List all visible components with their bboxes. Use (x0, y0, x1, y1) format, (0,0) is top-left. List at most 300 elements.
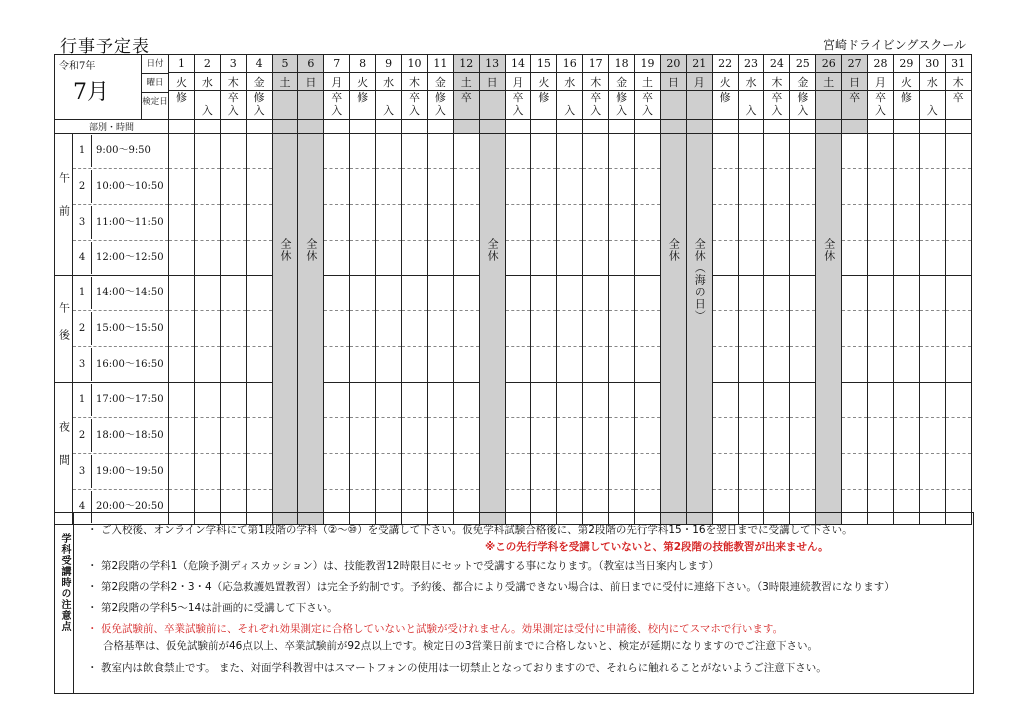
schedule-slot (919, 383, 945, 418)
entrance-mark: 入 (797, 104, 809, 117)
schedule-slot (169, 383, 195, 418)
schedule-slot (402, 383, 428, 418)
header-blank-cell (868, 120, 894, 134)
schedule-slot (453, 241, 479, 276)
exam-cell (816, 91, 842, 120)
schedule-slot (324, 241, 350, 276)
schedule-slot (738, 276, 764, 311)
date-cell: 27 (842, 55, 868, 73)
header-blank-cell (220, 120, 246, 134)
entrance-mark (454, 104, 479, 117)
schedule-slot (531, 383, 557, 418)
schedule-slot (402, 169, 428, 205)
entrance-mark: 入 (641, 104, 653, 117)
schedule-slot (635, 276, 661, 311)
exam-mark: 修 (434, 91, 446, 104)
schedule-slot (893, 311, 919, 347)
entrance-mark (687, 104, 712, 117)
header-blank-cell (919, 120, 945, 134)
schedule-slot (402, 418, 428, 454)
schedule-slot (790, 418, 816, 454)
schedule-slot (531, 241, 557, 276)
entrance-mark (661, 104, 686, 117)
header-blank-cell (531, 120, 557, 134)
schedule-slot (324, 134, 350, 169)
period-number: 2 (73, 419, 92, 452)
schedule-slot (402, 241, 428, 276)
era-year: 令和7年 (59, 61, 96, 72)
period-time: 11:00〜11:50 (96, 217, 164, 228)
period-number: 3 (73, 206, 92, 239)
period-time: 15:00〜15:50 (96, 323, 164, 334)
schedule-slot (194, 311, 220, 347)
schedule-slot (945, 454, 971, 490)
schedule-slot (427, 418, 453, 454)
schedule-slot (557, 205, 583, 241)
schedule-slot (505, 169, 531, 205)
schedule-slot (583, 418, 609, 454)
schedule-slot (557, 347, 583, 383)
schedule-slot (324, 383, 350, 418)
exam-cell (764, 91, 790, 120)
notes-box (54, 512, 974, 694)
exam-mark: 卒 (771, 91, 783, 104)
weekday-cell: 月 (505, 73, 531, 91)
exam-mark (661, 91, 686, 104)
schedule-slot (402, 347, 428, 383)
header-blank-cell (816, 120, 842, 134)
schedule-slot (220, 241, 246, 276)
schedule-slot (712, 134, 738, 169)
date-cell: 6 (298, 55, 324, 73)
exam-cell (660, 91, 686, 120)
schedule-slot (609, 347, 635, 383)
entrance-mark (816, 104, 841, 117)
schedule-slot (531, 418, 557, 454)
schedule-slot (919, 134, 945, 169)
schedule-slot (790, 205, 816, 241)
schedule-slot (453, 311, 479, 347)
schedule-slot (764, 347, 790, 383)
note-bullet: ・ (87, 524, 98, 536)
schedule-slot (790, 241, 816, 276)
date-cell: 4 (246, 55, 272, 73)
closed-label: 全休 (822, 238, 836, 262)
date-cell: 18 (609, 55, 635, 73)
schedule-slot (919, 276, 945, 311)
entrance-mark: 入 (745, 104, 757, 117)
schedule-slot (376, 276, 402, 311)
closed-label: 全休 (486, 238, 500, 262)
header-blank-cell (402, 120, 428, 134)
note-bullet: ・ (87, 662, 98, 674)
schedule-slot (220, 311, 246, 347)
date-cell: 29 (893, 55, 919, 73)
header-blank-cell (686, 120, 712, 134)
exam-cell (272, 91, 298, 120)
schedule-slot (635, 418, 661, 454)
schedule-slot (712, 347, 738, 383)
group-label (55, 134, 73, 276)
schedule-slot (945, 169, 971, 205)
weekday-cell: 土 (453, 73, 479, 91)
schedule-slot (893, 454, 919, 490)
exam-cell (402, 91, 428, 120)
schedule-slot (945, 134, 971, 169)
exam-cell (686, 91, 712, 120)
period-number: 2 (73, 312, 92, 345)
weekday-cell: 火 (350, 73, 376, 91)
schedule-slot (453, 347, 479, 383)
date-cell: 24 (764, 55, 790, 73)
date-cell: 8 (350, 55, 376, 73)
schedule-slot (376, 205, 402, 241)
exam-mark: 卒 (641, 91, 653, 104)
schedule-slot (635, 134, 661, 169)
schedule-slot (712, 205, 738, 241)
schedule-slot (505, 134, 531, 169)
schedule-slot (738, 418, 764, 454)
schedule-slot (246, 205, 272, 241)
exam-mark: 修 (357, 91, 369, 104)
group-label-text: 午前 (57, 171, 71, 238)
entrance-mark (713, 104, 738, 117)
schedule-slot (246, 169, 272, 205)
exam-mark (195, 91, 220, 104)
schedule-slot (402, 205, 428, 241)
schedule-slot (738, 134, 764, 169)
schedule-slot (635, 311, 661, 347)
schedule-slot (427, 241, 453, 276)
schedule-slot (635, 347, 661, 383)
schedule-slot (557, 418, 583, 454)
entrance-mark: 入 (201, 104, 213, 117)
entrance-mark (531, 104, 556, 117)
note-bullet: ・ (87, 602, 98, 614)
entrance-mark: 入 (590, 104, 602, 117)
schedule-slot (842, 383, 868, 418)
header-blank-cell (738, 120, 764, 134)
schedule-slot (350, 205, 376, 241)
weekday-cell: 月 (686, 73, 712, 91)
entrance-mark (842, 104, 867, 117)
schedule-slot (868, 276, 894, 311)
schedule-slot (169, 276, 195, 311)
schedule-slot (868, 383, 894, 418)
closed-day-column (298, 134, 324, 525)
schedule-slot (350, 134, 376, 169)
entrance-mark (273, 104, 298, 117)
schedule-slot (505, 241, 531, 276)
schedule-slot (893, 205, 919, 241)
schedule-slot (169, 311, 195, 347)
weekday-cell: 日 (660, 73, 686, 91)
period-time: 20:00〜20:50 (96, 501, 164, 512)
schedule-slot (324, 205, 350, 241)
schedule-slot (945, 418, 971, 454)
closed-day-column (816, 134, 842, 525)
weekday-cell: 金 (246, 73, 272, 91)
period-time: 10:00〜10:50 (96, 181, 164, 192)
header-blank-cell (324, 120, 350, 134)
period-time: 16:00〜16:50 (96, 359, 164, 370)
period-time: 14:00〜14:50 (96, 287, 164, 298)
period-cell (73, 347, 169, 383)
header-blank-cell (609, 120, 635, 134)
closed-label: 全休 (279, 238, 292, 262)
note-line (87, 600, 338, 615)
schedule-slot (919, 347, 945, 383)
period-number: 2 (73, 170, 92, 203)
schedule-slot (712, 454, 738, 490)
row-label-weekday: 曜日 (142, 74, 168, 93)
schedule-slot (712, 276, 738, 311)
schedule-slot (712, 169, 738, 205)
schedule-slot (764, 241, 790, 276)
weekday-cell: 木 (220, 73, 246, 91)
schedule-slot (350, 418, 376, 454)
period-cell (73, 134, 169, 169)
entrance-mark: 入 (434, 104, 446, 117)
exam-mark: 卒 (590, 91, 602, 104)
schedule-slot (169, 134, 195, 169)
schedule-slot (764, 454, 790, 490)
note-text: ※この先行学科を受講していないと、第2段階の技能教習が出来ません。 (485, 541, 829, 553)
schedule-slot (945, 311, 971, 347)
schedule-slot (893, 169, 919, 205)
schedule-slot (790, 347, 816, 383)
schedule-slot (350, 169, 376, 205)
schedule-slot (453, 134, 479, 169)
note-text: 第2段階の学科1（危険予測ディスカッション）は、技能教習12時限目にセットで受講する事になります。（教室は当日案内します） (101, 560, 719, 572)
schedule-slot (790, 454, 816, 490)
schedule-slot (427, 454, 453, 490)
schedule-slot (919, 241, 945, 276)
note-line (87, 579, 895, 594)
schedule-slot (583, 134, 609, 169)
schedule-slot (945, 205, 971, 241)
exam-mark (687, 91, 712, 104)
schedule-slot (453, 418, 479, 454)
weekday-cell: 火 (893, 73, 919, 91)
schedule-slot (790, 276, 816, 311)
exam-mark: 卒 (331, 91, 343, 104)
date-cell: 25 (790, 55, 816, 73)
header-blank-cell (660, 120, 686, 134)
schedule-slot (583, 276, 609, 311)
note-text: 合格基準は、仮免試験前が46点以上、卒業試験前が92点以上です。検定日の3営業日前までに合格しないと、検定が延期になりますのでご注意下さい。 (103, 640, 819, 652)
period-cell (73, 311, 169, 347)
exam-cell (453, 91, 479, 120)
date-cell: 1 (169, 55, 195, 73)
schedule-slot (893, 276, 919, 311)
date-cell: 9 (376, 55, 402, 73)
exam-mark: 卒 (952, 91, 964, 104)
schedule-slot (402, 311, 428, 347)
schedule-slot (220, 205, 246, 241)
header-blank-cell (842, 120, 868, 134)
schedule-slot (919, 205, 945, 241)
schedule-slot (194, 169, 220, 205)
schedule-table (54, 54, 972, 525)
schedule-slot (220, 383, 246, 418)
exam-cell (557, 91, 583, 120)
schedule-slot (712, 418, 738, 454)
schedule-slot (194, 205, 220, 241)
schedule-slot (557, 169, 583, 205)
schedule-slot (842, 169, 868, 205)
exam-cell (350, 91, 376, 120)
schedule-slot (712, 241, 738, 276)
period-cell (73, 169, 169, 205)
closed-label: 全休 (693, 238, 707, 262)
schedule-slot (893, 347, 919, 383)
weekday-cell: 土 (816, 73, 842, 91)
schedule-slot (609, 241, 635, 276)
note-text: ご入校後、オンライン学科にて第1段階の学科（②〜⑩）を受講して下さい。仮免学科試験合格後に、第2段階の先行学科15・16を翌日までに受講して下さい。 (101, 524, 853, 536)
date-cell: 21 (686, 55, 712, 73)
entrance-mark: 入 (771, 104, 783, 117)
exam-mark (376, 91, 401, 104)
schedule-slot (531, 276, 557, 311)
header-blank-cell (246, 120, 272, 134)
schedule-slot (893, 418, 919, 454)
note-line (87, 621, 783, 636)
weekday-cell: 日 (298, 73, 324, 91)
schedule-slot (350, 311, 376, 347)
period-number: 1 (73, 135, 92, 167)
weekday-cell: 水 (194, 73, 220, 91)
exam-mark: 卒 (849, 91, 861, 104)
weekday-cell: 日 (479, 73, 505, 91)
schedule-slot (169, 454, 195, 490)
exam-cell (919, 91, 945, 120)
schedule-slot (919, 311, 945, 347)
exam-mark: 修 (900, 91, 912, 104)
weekday-cell: 木 (583, 73, 609, 91)
schedule-slot (945, 276, 971, 311)
schedule-slot (169, 241, 195, 276)
exam-cell (893, 91, 919, 120)
entrance-mark: 入 (616, 104, 628, 117)
schedule-slot (324, 311, 350, 347)
period-cell (73, 383, 169, 418)
date-cell: 14 (505, 55, 531, 73)
schedule-slot (246, 347, 272, 383)
schedule-slot (583, 347, 609, 383)
period-time: 12:00〜12:50 (96, 252, 164, 263)
schedule-slot (246, 276, 272, 311)
exam-cell (246, 91, 272, 120)
schedule-slot (609, 205, 635, 241)
schedule-slot (376, 169, 402, 205)
note-bullet: ・ (87, 560, 98, 572)
exam-cell (505, 91, 531, 120)
exam-cell (842, 91, 868, 120)
closed-label: 全休 (667, 238, 681, 262)
schedule-slot (453, 454, 479, 490)
period-number: 3 (73, 455, 92, 488)
exam-cell (868, 91, 894, 120)
schedule-slot (531, 347, 557, 383)
schedule-slot (842, 311, 868, 347)
schedule-slot (220, 418, 246, 454)
schedule-slot (738, 205, 764, 241)
exam-cell (220, 91, 246, 120)
schedule-slot (376, 418, 402, 454)
period-cell (73, 276, 169, 311)
schedule-slot (531, 454, 557, 490)
group-label-text: 夜間 (57, 420, 71, 487)
schedule-slot (427, 347, 453, 383)
schedule-slot (557, 134, 583, 169)
period-number: 4 (73, 491, 92, 523)
schedule-slot (324, 454, 350, 490)
schedule-slot (453, 383, 479, 418)
notes-side-label (55, 513, 74, 693)
schedule-slot (764, 383, 790, 418)
schedule-slot (609, 383, 635, 418)
schedule-slot (790, 311, 816, 347)
schedule-slot (402, 134, 428, 169)
weekday-cell: 木 (402, 73, 428, 91)
schedule-slot (635, 383, 661, 418)
schedule-slot (738, 169, 764, 205)
schedule-slot (505, 276, 531, 311)
header-blank-cell (298, 120, 324, 134)
exam-cell (427, 91, 453, 120)
exam-mark (480, 91, 505, 104)
page-title: 行事予定表 (60, 37, 150, 57)
date-cell: 7 (324, 55, 350, 73)
schedule-slot (505, 454, 531, 490)
school-name: 宮崎ドライビングスクール (822, 38, 966, 52)
schedule-slot (868, 134, 894, 169)
schedule-slot (324, 169, 350, 205)
schedule-slot (842, 134, 868, 169)
exam-cell (376, 91, 402, 120)
schedule-slot (635, 205, 661, 241)
schedule-slot (790, 134, 816, 169)
entrance-mark: 入 (408, 104, 420, 117)
schedule-slot (505, 383, 531, 418)
schedule-slot (531, 205, 557, 241)
schedule-slot (893, 134, 919, 169)
period-cell (73, 418, 169, 454)
period-time: 18:00〜18:50 (96, 430, 164, 441)
exam-cell (790, 91, 816, 120)
schedule-slot (350, 241, 376, 276)
schedule-slot (531, 169, 557, 205)
exam-cell (712, 91, 738, 120)
schedule-slot (427, 276, 453, 311)
schedule-slot (194, 134, 220, 169)
date-cell: 5 (272, 55, 298, 73)
schedule-slot (246, 454, 272, 490)
schedule-slot (738, 383, 764, 418)
schedule-slot (790, 383, 816, 418)
exam-mark: 卒 (512, 91, 524, 104)
header-blank-cell (712, 120, 738, 134)
schedule-slot (350, 454, 376, 490)
month-cell (55, 55, 169, 120)
schedule-slot (609, 134, 635, 169)
schedule-slot (919, 454, 945, 490)
schedule-slot (868, 418, 894, 454)
schedule-slot (402, 454, 428, 490)
schedule-slot (194, 276, 220, 311)
closed-day-column (686, 134, 712, 525)
